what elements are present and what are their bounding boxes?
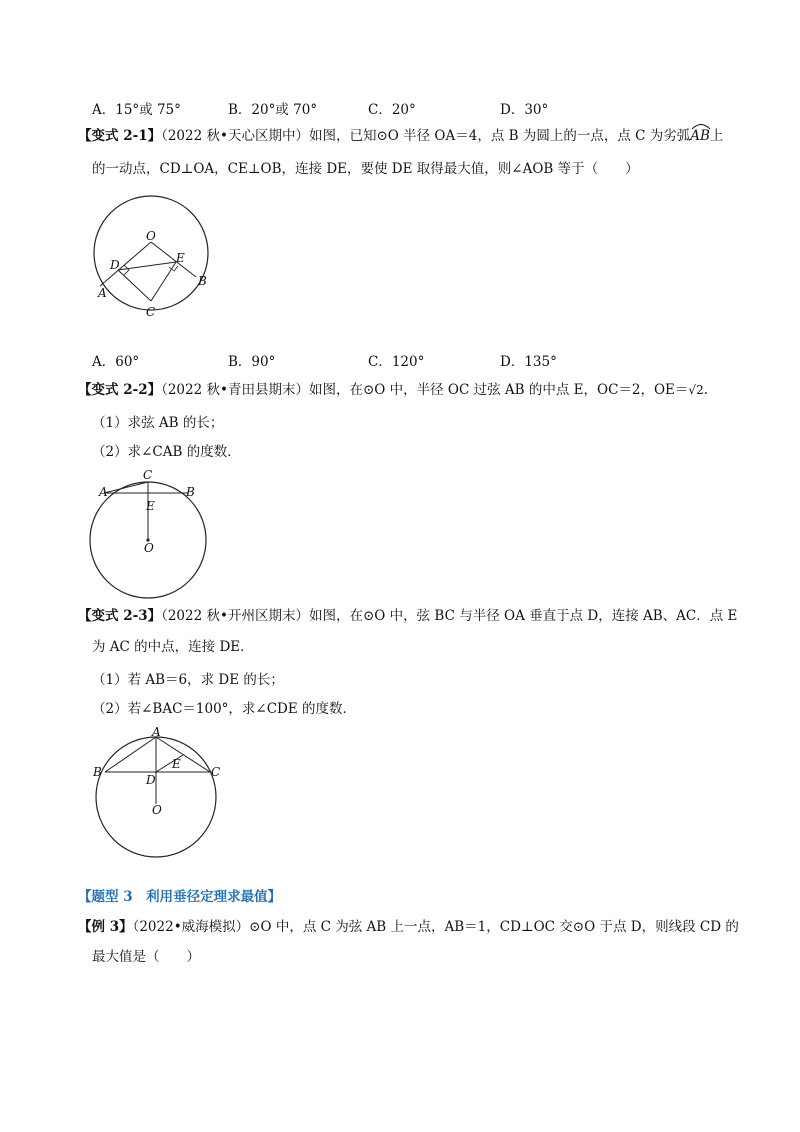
- option-b: B．90°: [228, 354, 276, 370]
- radius-ob: [151, 242, 196, 277]
- sqrt-two: √2: [688, 383, 704, 397]
- arc-mark-icon: [690, 122, 712, 130]
- option-b: B．20°或 70°: [228, 102, 318, 118]
- segment-cd: [118, 270, 151, 301]
- right-angle-d: [124, 265, 129, 275]
- label-e: E: [176, 251, 185, 265]
- label-o: O: [146, 229, 156, 243]
- label-d: D: [110, 258, 120, 272]
- figure-2-2: [88, 462, 218, 602]
- label-d: D: [146, 773, 156, 787]
- option-a: A．60°: [92, 354, 140, 370]
- option-d: D．30°: [500, 102, 549, 118]
- question-2-2-line1: [78, 381, 708, 399]
- question-tag: 【变式 2-2】: [78, 382, 162, 398]
- label-c: C: [146, 305, 156, 319]
- figure-2-3: [88, 724, 228, 864]
- example-tag: 【例 3】: [78, 919, 133, 935]
- question-text-end: 上: [709, 128, 724, 144]
- label-b: B: [198, 274, 207, 288]
- question-tag: 【变式 2-1】: [78, 128, 162, 144]
- question-tag: 【变式 2-3】: [78, 608, 162, 624]
- sub-question-1: （1）若 AB＝6，求 DE 的长；: [92, 672, 284, 688]
- radius-oa: [100, 242, 151, 286]
- label-e: E: [146, 499, 155, 513]
- option-c: C．20°: [368, 102, 416, 118]
- option-a: A．15°或 75°: [92, 102, 181, 118]
- label-o: O: [152, 803, 162, 817]
- question-2-3-line2: 为 AC 的中点，连接 DE．: [92, 639, 254, 655]
- question-text: （2022 秋•青田县期末）如图，在⊙O 中，半径 OC 过弦 AB 的中点 E，OC＝2，OE＝: [161, 382, 689, 398]
- example-3-line1: [78, 918, 739, 936]
- label-e: E: [172, 757, 181, 771]
- example-text: （2022•威海模拟）⊙O 中，点 C 为弦 AB 上一点，AB＝1，CD⊥OC 交⊙O 于点 D，则线段 CD 的: [132, 919, 739, 935]
- segment-ce: [151, 262, 176, 301]
- label-o: O: [144, 541, 154, 555]
- example-3-line2: 最大值是（ ）: [92, 949, 200, 965]
- label-b: B: [93, 765, 102, 779]
- circle: [94, 196, 208, 310]
- question-2-1-line1: [78, 127, 723, 145]
- label-b: B: [186, 485, 195, 499]
- option-c: C．120°: [368, 354, 425, 370]
- segment-ac: [104, 482, 148, 493]
- question-text-end: .: [703, 382, 708, 398]
- question-text: （2022 秋•开州区期末）如图，在⊙O 中，弦 BC 与半径 OA 垂直于点 D，连接 AB、AC．点 E: [161, 608, 738, 624]
- label-c: C: [211, 765, 221, 779]
- question-text: （2022 秋•天心区期中）如图，已知⊙O 半径 OA＝4，点 B 为圆上的一点，点 C 为劣弧: [161, 128, 691, 144]
- option-d: D．135°: [500, 354, 557, 370]
- label-a: A: [99, 485, 108, 499]
- figure-2-1: [88, 190, 228, 330]
- sub-question-2: （2）若∠BAC＝100°，求∠CDE 的度数．: [92, 701, 357, 717]
- question-2-1-line2: 的一动点，CD⊥OA，CE⊥OB，连接 DE，要使 DE 取得最大值，则∠AOB 等于（ ）: [92, 161, 639, 177]
- label-c: C: [143, 468, 153, 482]
- section-heading: 【题型 3 利用垂径定理求最值】: [78, 889, 282, 905]
- sub-question-1: （1）求弦 AB 的长；: [92, 415, 224, 431]
- label-a: A: [152, 725, 161, 739]
- sub-question-2: （2）求∠CAB 的度数．: [92, 444, 241, 460]
- arc-ab: AB: [690, 127, 710, 145]
- question-2-3-line1: [78, 607, 737, 625]
- label-a: A: [98, 286, 107, 300]
